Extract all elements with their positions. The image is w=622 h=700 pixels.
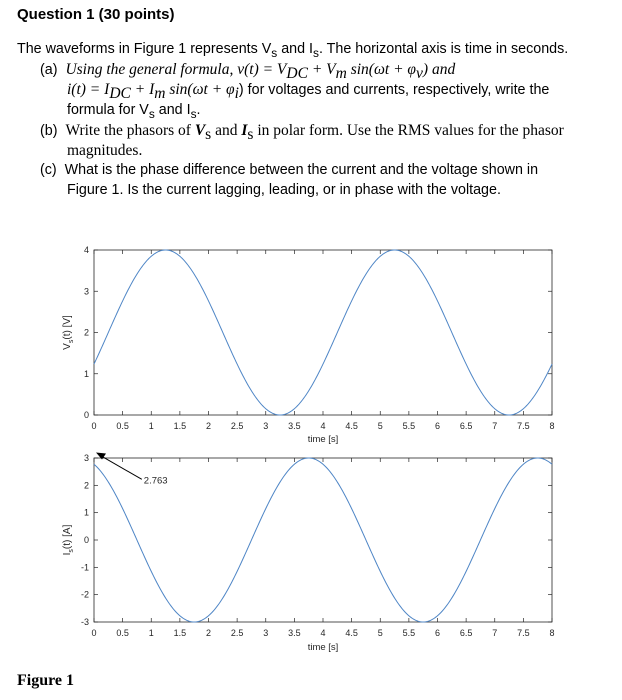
x-tick-label: 7.5 [517, 628, 530, 638]
y-tick-label: 1 [83, 507, 89, 518]
y-tick-label: 2 [83, 327, 89, 338]
x-tick-label: 2 [205, 421, 212, 431]
x-tick-label: 6 [434, 628, 441, 638]
x-tick-label: 6 [434, 421, 441, 431]
annotation-label: 2.763 [143, 475, 168, 487]
x-tick-label: 1.5 [173, 421, 187, 431]
x-tick-label: 4.5 [345, 628, 358, 638]
x-tick-label: 1 [148, 421, 154, 431]
x-tick-label: 8 [549, 421, 555, 431]
x-tick-label: 2 [205, 628, 212, 638]
x-tick-label: 7 [492, 628, 498, 638]
x-tick-label: 5 [377, 421, 383, 431]
x-tick-label: 7.5 [517, 421, 530, 431]
x-tick-label: 5.5 [402, 628, 416, 638]
y-tick-label: -2 [80, 589, 89, 600]
x-tick-label: 4 [320, 628, 326, 638]
x-axis-label: time [s] [307, 642, 339, 653]
x-tick-label: 4.5 [345, 421, 358, 431]
x-tick-label: 0 [91, 628, 97, 638]
x-tick-label: 5.5 [402, 421, 416, 431]
question-title: Question 1 (30 points) [17, 6, 175, 23]
x-tick-label: 6.5 [459, 628, 473, 638]
x-tick-label: 2.5 [230, 421, 244, 431]
x-tick-label: 3 [263, 628, 269, 638]
y-tick-label: 0 [83, 410, 89, 420]
y-tick-label: 4 [83, 245, 89, 255]
y-tick-label: -3 [80, 617, 89, 627]
part-b-line1: (b) Write the phasors of $V_s$ and $I_s$ in polar form. Use the RMS values for the phasor [40, 122, 564, 143]
x-tick-label: 3 [263, 421, 269, 431]
x-tick-label: 2.5 [230, 628, 244, 638]
part-c-line1: (c) What is the phase difference between the current and the voltage shown in [40, 162, 539, 178]
x-tick-label: 0.5 [116, 421, 129, 431]
x-tick-label: 5 [377, 628, 383, 638]
intro-text: The waveforms in Figure 1 represents $V_s$ and $I_s$. The horizontal axis is time in seconds. [17, 41, 569, 60]
x-tick-label: 0.5 [116, 628, 129, 638]
y-tick-label: 3 [83, 286, 89, 297]
y-tick-label: 0 [83, 535, 89, 545]
x-tick-label: 3.5 [288, 628, 301, 638]
x-tick-label: 6.5 [459, 421, 473, 431]
x-tick-label: 8 [549, 628, 555, 638]
part-a-line1: (a) Using the general formula, $v(t) = V_{DC} + V_m$ $\sin(\omega t + \varphi_v)$ and [40, 61, 456, 82]
part-a-line3: formula for $V_s$ and $I_s$. [67, 102, 201, 121]
x-tick-label: 4 [320, 421, 326, 431]
plot-frame-1 [94, 250, 552, 415]
x-tick-label: 3.5 [288, 421, 301, 431]
y-axis-label: $V_s(t)$ [V] [62, 315, 75, 350]
y-tick-label: 1 [83, 368, 89, 379]
part-b-line2: magnitudes. [67, 142, 143, 159]
part-a-line2: $i(t) = I_{DC} + I_m$ $\sin(\omega t + \varphi_i)$ for voltages and currents, respectively, write the [67, 81, 550, 102]
y-axis-label: $I_s(t)$ [A] [62, 524, 75, 556]
x-axis-label: time [s] [307, 434, 339, 445]
x-tick-label: 1.5 [173, 628, 187, 638]
y-tick-label: 3 [83, 453, 89, 463]
part-c-line2: Figure 1. Is the current lagging, leading, or in phase with the voltage. [67, 182, 501, 198]
y-tick-label: -1 [80, 562, 89, 573]
y-tick-label: 2 [83, 480, 89, 491]
x-tick-label: 1 [148, 628, 154, 638]
x-tick-label: 0 [91, 421, 97, 431]
x-tick-label: 7 [492, 421, 498, 431]
figure-label: Figure 1 [17, 672, 75, 689]
